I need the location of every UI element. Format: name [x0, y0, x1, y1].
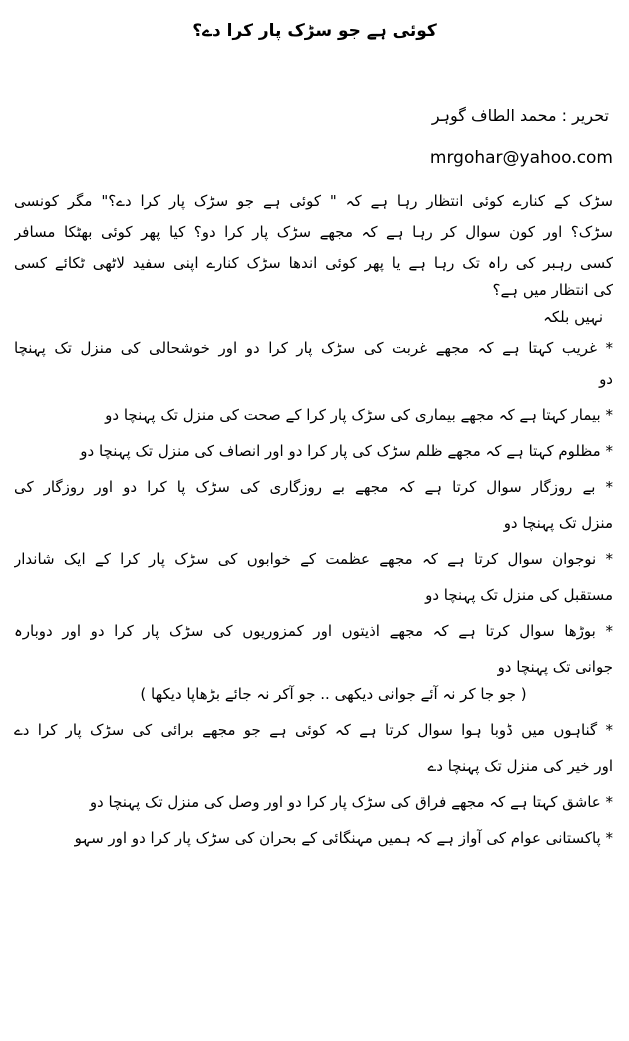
list-item: * پاکستانی عوام کی آواز ہے کہ ہمیں مہنگائی کے بحران کی سڑک پار کرا دو اور سہو [74, 829, 613, 847]
list-item: * بیمار کہتا ہے کہ مجھے بیماری کی سڑک پار کرا کے صحت کی منزل تک پہنچا دو [105, 406, 613, 424]
list-item: * بوڑھا سوال کرتا ہے کہ مجھے اذیتوں اور کمزوریوں کی سڑک پار کرا دو اور دوبارہ [14, 622, 613, 640]
list-item: * نوجوان سوال کرتا ہے کہ مجھے عظمت کے خوابوں کی سڑک پار کرا کے ایک شاندار [14, 550, 613, 568]
quote-line: ( جو جا کر نہ آئے جوانی دیکھی .. جو آکر نہ جائے بڑھاپا دیکھا ) [140, 685, 527, 703]
list-item: * گناہوں میں ڈوبا ہوا سوال کرتا ہے کہ کوئی ہے جو مجھے برائی کی سڑک پار کرا دے [14, 721, 613, 739]
paragraph-line: نہیں بلکہ [543, 308, 603, 326]
list-item-continuation: جوانی تک پہنچا دو [497, 658, 613, 676]
article-body [14, 188, 613, 852]
author-line: تحریر : محمد الطاف گوہر [431, 106, 609, 125]
list-item-continuation: مستقبل کی منزل تک پہنچا دو [425, 586, 613, 604]
list-item-continuation: دو [599, 370, 613, 388]
list-item: * بے روزگار سوال کرتا ہے کہ مجھے بے روزگاری کی سڑک پا کرا دو اور روزگار کی [14, 478, 613, 496]
paragraph-line: سڑک کے کنارے کوئی انتظار رہا ہے کہ " کوئی ہے جو سڑک پار کرا دے؟" مگر کونسی [14, 192, 613, 210]
paragraph-line: سڑک؟ اور کون سوال کر رہا ہے کہ مجھے سڑک پار کرا دو؟ کیا پھر کوئی بھٹکا مسافر [14, 223, 613, 241]
paragraph-line: کی انتظار میں ہے؟ [492, 281, 613, 299]
list-item-continuation: منزل تک پہنچا دو [503, 514, 613, 532]
article-title: کوئی ہے جو سڑک پار کرا دے؟ [192, 21, 437, 41]
list-item: * مظلوم کہتا ہے کہ مجھے ظلم سڑک کی پار کرا دو اور انصاف کی منزل تک پہنچا دو [80, 442, 613, 460]
list-item: * غریب کہتا ہے کہ مجھے غربت کی سڑک پار کرا دو اور خوشحالی کی منزل تک پہنچا [14, 339, 613, 357]
list-item-continuation: اور خیر کی منزل تک پہنچا دے [427, 757, 613, 775]
author-email: mrgohar@yahoo.com [429, 148, 613, 168]
paragraph-line: کسی رہبر کی راہ تک رہا ہے یا پھر کوئی اندھا سڑک کنارے اپنی سفید لاٹھی ٹکائے کسی [14, 254, 613, 272]
list-item: * عاشق کہتا ہے کہ مجھے فراق کی سڑک پار کرا دو اور وصل کی منزل تک پہنچا دو [89, 793, 613, 811]
